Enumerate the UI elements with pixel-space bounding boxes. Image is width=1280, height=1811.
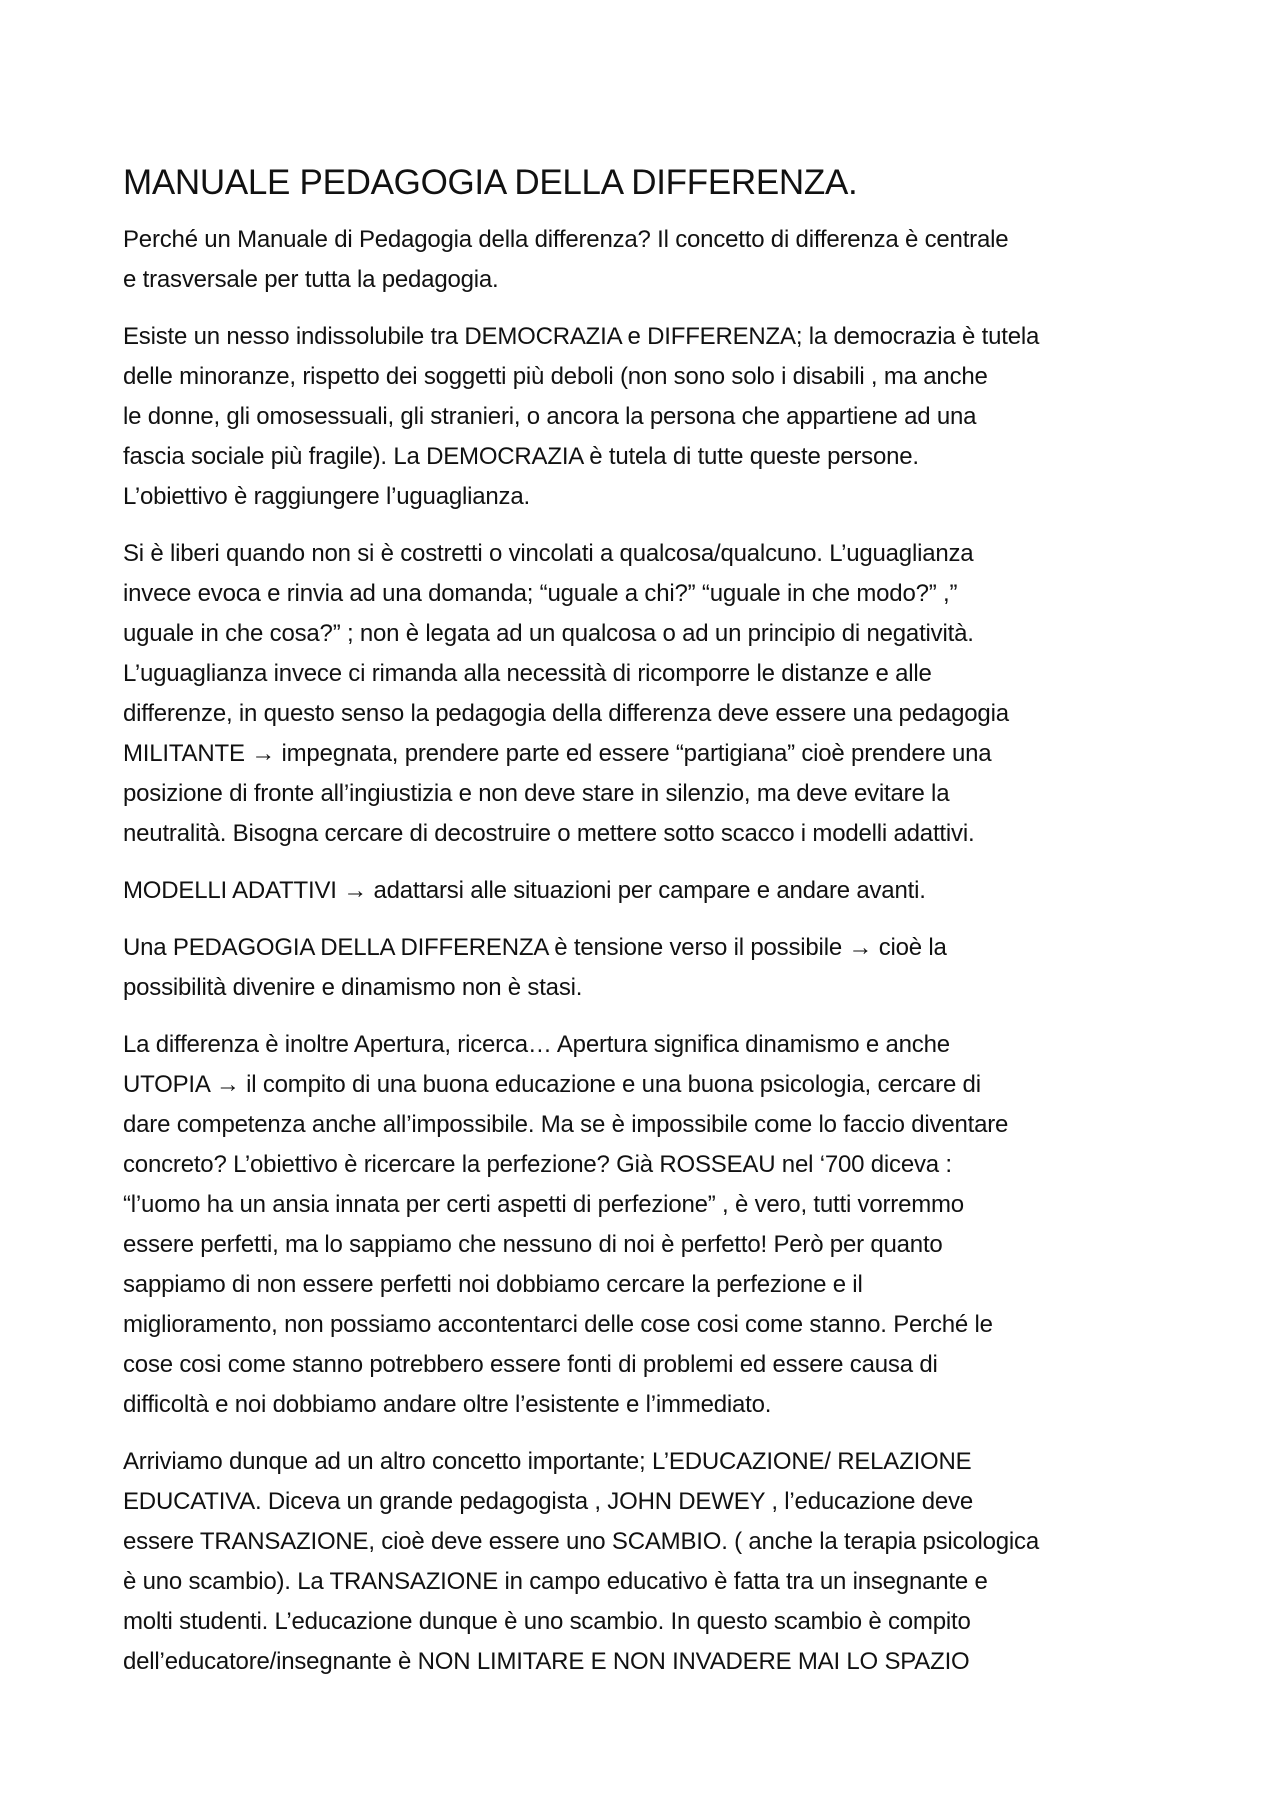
text-line: miglioramento, non possiamo accontentarci delle cose cosi come stanno. Perché le [123,1311,993,1338]
document-page [123,158,1183,1699]
text-line: dare competenza anche all’impossibile. Ma se è impossibile come lo faccio diventare [123,1111,1009,1138]
text-line: Esiste un nesso indissolubile tra DEMOCRAZIA e DIFFERENZA; la democrazia è tutela [123,323,1040,350]
paragraph [123,928,1183,1008]
text-line: difficoltà e noi dobbiamo andare oltre l’esistente e l’immediato. [123,1391,772,1418]
text-line: essere TRANSAZIONE, cioè deve essere uno SCAMBIO. ( anche la terapia psicologica [123,1528,1039,1555]
text-line: è uno scambio). La TRANSAZIONE in campo educativo è fatta tra un insegnante e [123,1568,988,1595]
text-line: uguale in che cosa?” ; non è legata ad un qualcosa o ad un principio di negatività. [123,620,974,647]
paragraph [123,871,1183,911]
paragraph [123,534,1183,854]
paragraph [123,1025,1183,1425]
text-line: molti studenti. L’educazione dunque è uno scambio. In questo scambio è compito [123,1608,971,1635]
text-line: sappiamo di non essere perfetti noi dobbiamo cercare la perfezione e il [123,1271,863,1298]
text-line: differenze, in questo senso la pedagogia della differenza deve essere una pedagogia [123,700,1009,727]
text-line: Arriviamo dunque ad un altro concetto importante; L’EDUCAZIONE/ RELAZIONE [123,1448,972,1475]
paragraph [123,220,1183,300]
text-line: possibilità divenire e dinamismo non è stasi. [123,974,583,1001]
text-line: concreto? L’obiettivo è ricercare la perfezione? Già ROSSEAU nel ‘700 diceva : [123,1151,952,1178]
text-line: invece evoca e rinvia ad una domanda; “uguale a chi?” “uguale in che modo?” ,” [123,580,958,607]
document-title: MANUALE PEDAGOGIA DELLA DIFFERENZA. [123,163,858,202]
text-line: L’uguaglianza invece ci rimanda alla necessità di ricomporre le distanze e alle [123,660,932,687]
text-line: UTOPIA → il compito di una buona educazione e una buona psicologia, cercare di [123,1071,981,1098]
text-line: dell’educatore/insegnante è NON LIMITARE E NON INVADERE MAI LO SPAZIO [123,1648,970,1675]
text-line: le donne, gli omosessuali, gli stranieri, o ancora la persona che appartiene ad una [123,403,977,430]
text-line: cose cosi come stanno potrebbero essere fonti di problemi ed essere causa di [123,1351,938,1378]
text-line: e trasversale per tutta la pedagogia. [123,266,499,293]
paragraph [123,317,1183,517]
document-body [123,220,1183,1682]
text-line: MODELLI ADATTIVI → adattarsi alle situazioni per campare e andare avanti. [123,877,926,904]
text-line: La differenza è inoltre Apertura, ricerca… Apertura significa dinamismo e anche [123,1031,950,1058]
text-line: essere perfetti, ma lo sappiamo che nessuno di noi è perfetto! Però per quanto [123,1231,943,1258]
text-line: MILITANTE → impegnata, prendere parte ed essere “partigiana” cioè prendere una [123,740,992,767]
text-line: L’obiettivo è raggiungere l’uguaglianza. [123,483,530,510]
text-line: fascia sociale più fragile). La DEMOCRAZIA è tutela di tutte queste persone. [123,443,919,470]
text-line: posizione di fronte all’ingiustizia e non deve stare in silenzio, ma deve evitare la [123,780,950,807]
text-line: delle minoranze, rispetto dei soggetti più deboli (non sono solo i disabili , ma anche [123,363,988,390]
text-line: Una PEDAGOGIA DELLA DIFFERENZA è tensione verso il possibile → cioè la [123,934,947,961]
text-line: neutralità. Bisogna cercare di decostruire o mettere sotto scacco i modelli adattivi. [123,820,975,847]
text-line: EDUCATIVA. Diceva un grande pedagogista , JOHN DEWEY , l’educazione deve [123,1488,974,1515]
text-line: Perché un Manuale di Pedagogia della differenza? Il concetto di differenza è centrale [123,226,1009,253]
text-line: “l’uomo ha un ansia innata per certi aspetti di perfezione” , è vero, tutti vorremmo [123,1191,964,1218]
paragraph [123,1442,1183,1682]
text-line: Si è liberi quando non si è costretti o vincolati a qualcosa/qualcuno. L’uguaglianza [123,540,974,567]
